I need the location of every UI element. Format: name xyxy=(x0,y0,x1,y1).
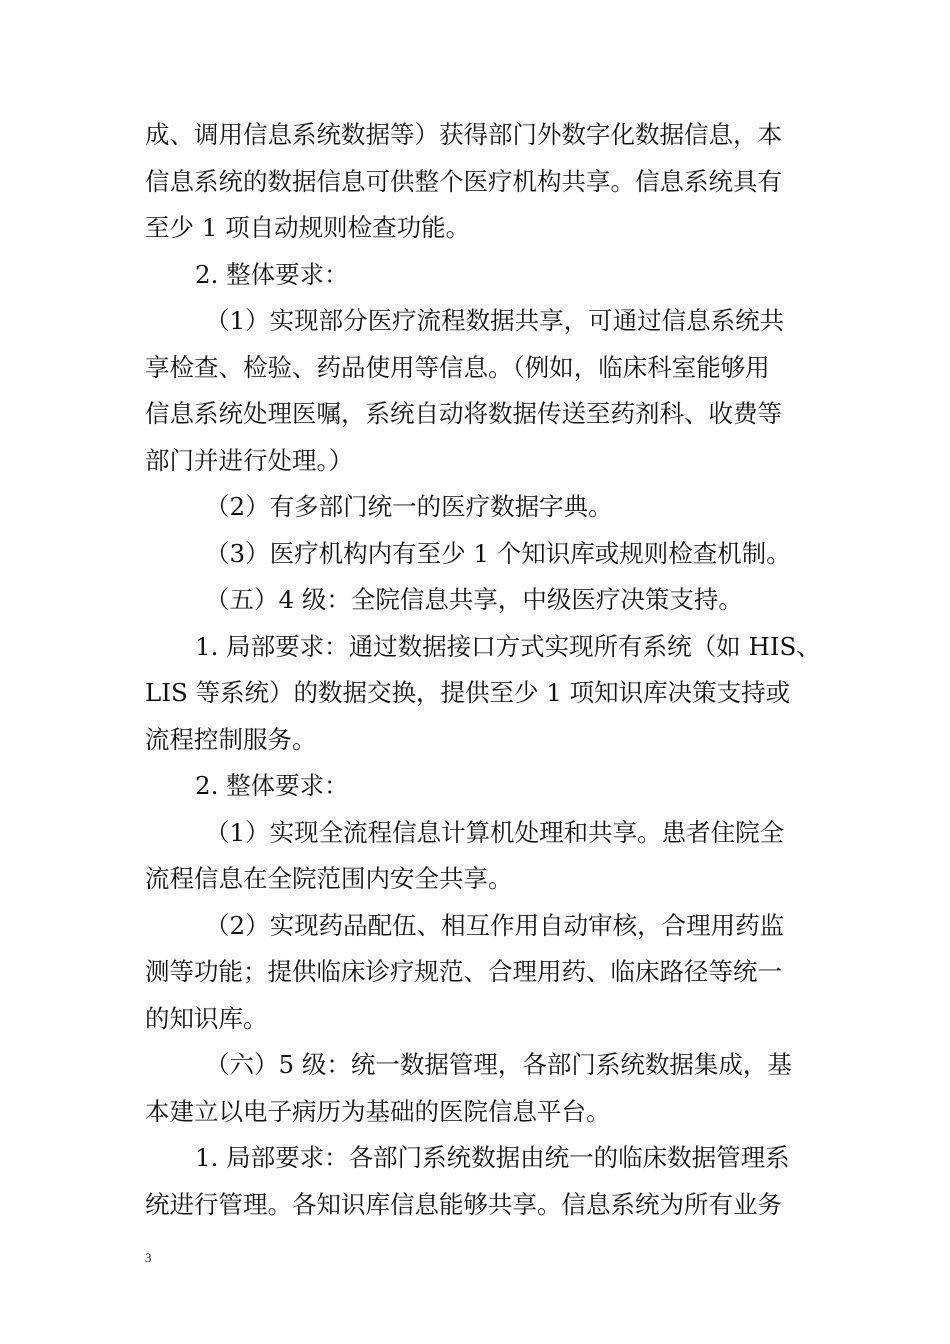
text-line: 至少 1 项自动规则检查功能。 xyxy=(145,213,471,242)
text-line: 享检查、检验、药品使用等信息。（例如，临床科室能够用 xyxy=(145,352,770,382)
page-number: 3 xyxy=(145,1250,152,1265)
text-line: 流程信息在全院范围内安全共享。 xyxy=(145,864,513,893)
text-line: 信息系统的数据信息可供整个医疗机构共享。信息系统具有 xyxy=(145,166,782,196)
text-line: 成、调用信息系统数据等）获得部门外数字化数据信息，本 xyxy=(145,120,782,149)
text-line: 信息系统处理医嘱，系统自动将数据传送至药剂科、收费等 xyxy=(145,399,782,428)
text-line: LIS 等系统）的数据交换，提供至少 1 项知识库决策支持或 xyxy=(145,678,791,707)
text-line: 1. 局部要求：通过数据接口方式实现所有系统（如 HIS、 xyxy=(195,631,821,661)
text-line: 统进行管理。各知识库信息能够共享。信息系统为所有业务 xyxy=(145,1189,782,1219)
text-line: 1. 局部要求：各部门系统数据由统一的临床数据管理系 xyxy=(195,1143,790,1172)
document-body xyxy=(145,112,821,1228)
text-line: 流程控制服务。 xyxy=(145,724,317,754)
text-line: 的知识库。 xyxy=(145,1003,268,1033)
text-line: （1）实现部分医疗流程数据共享，可通过信息系统共 xyxy=(205,306,785,335)
text-line: （2）有多部门统一的医疗数据字典。 xyxy=(205,492,613,521)
text-line: 本建立以电子病历为基础的医院信息平台。 xyxy=(145,1096,611,1126)
text-line: 部门并进行处理。） xyxy=(145,445,354,475)
text-line: （2）实现药品配伍、相互作用自动审核，合理用药监 xyxy=(205,910,785,940)
section-heading: 2. 整体要求： xyxy=(195,771,349,800)
text-line: （1）实现全流程信息计算机处理和共享。患者住院全 xyxy=(205,817,785,847)
section-heading: （五）4 级：全院信息共享，中级医疗决策支持。 xyxy=(205,585,743,614)
text-line: （3）医疗机构内有至少 1 个知识库或规则检查机制。 xyxy=(205,538,791,568)
section-heading: 2. 整体要求： xyxy=(195,259,349,289)
text-line: 测等功能；提供临床诊疗规范、合理用药、临床路径等统一 xyxy=(145,957,782,986)
section-heading: （六）5 级：统一数据管理，各部门系统数据集成，基 xyxy=(205,1050,792,1079)
